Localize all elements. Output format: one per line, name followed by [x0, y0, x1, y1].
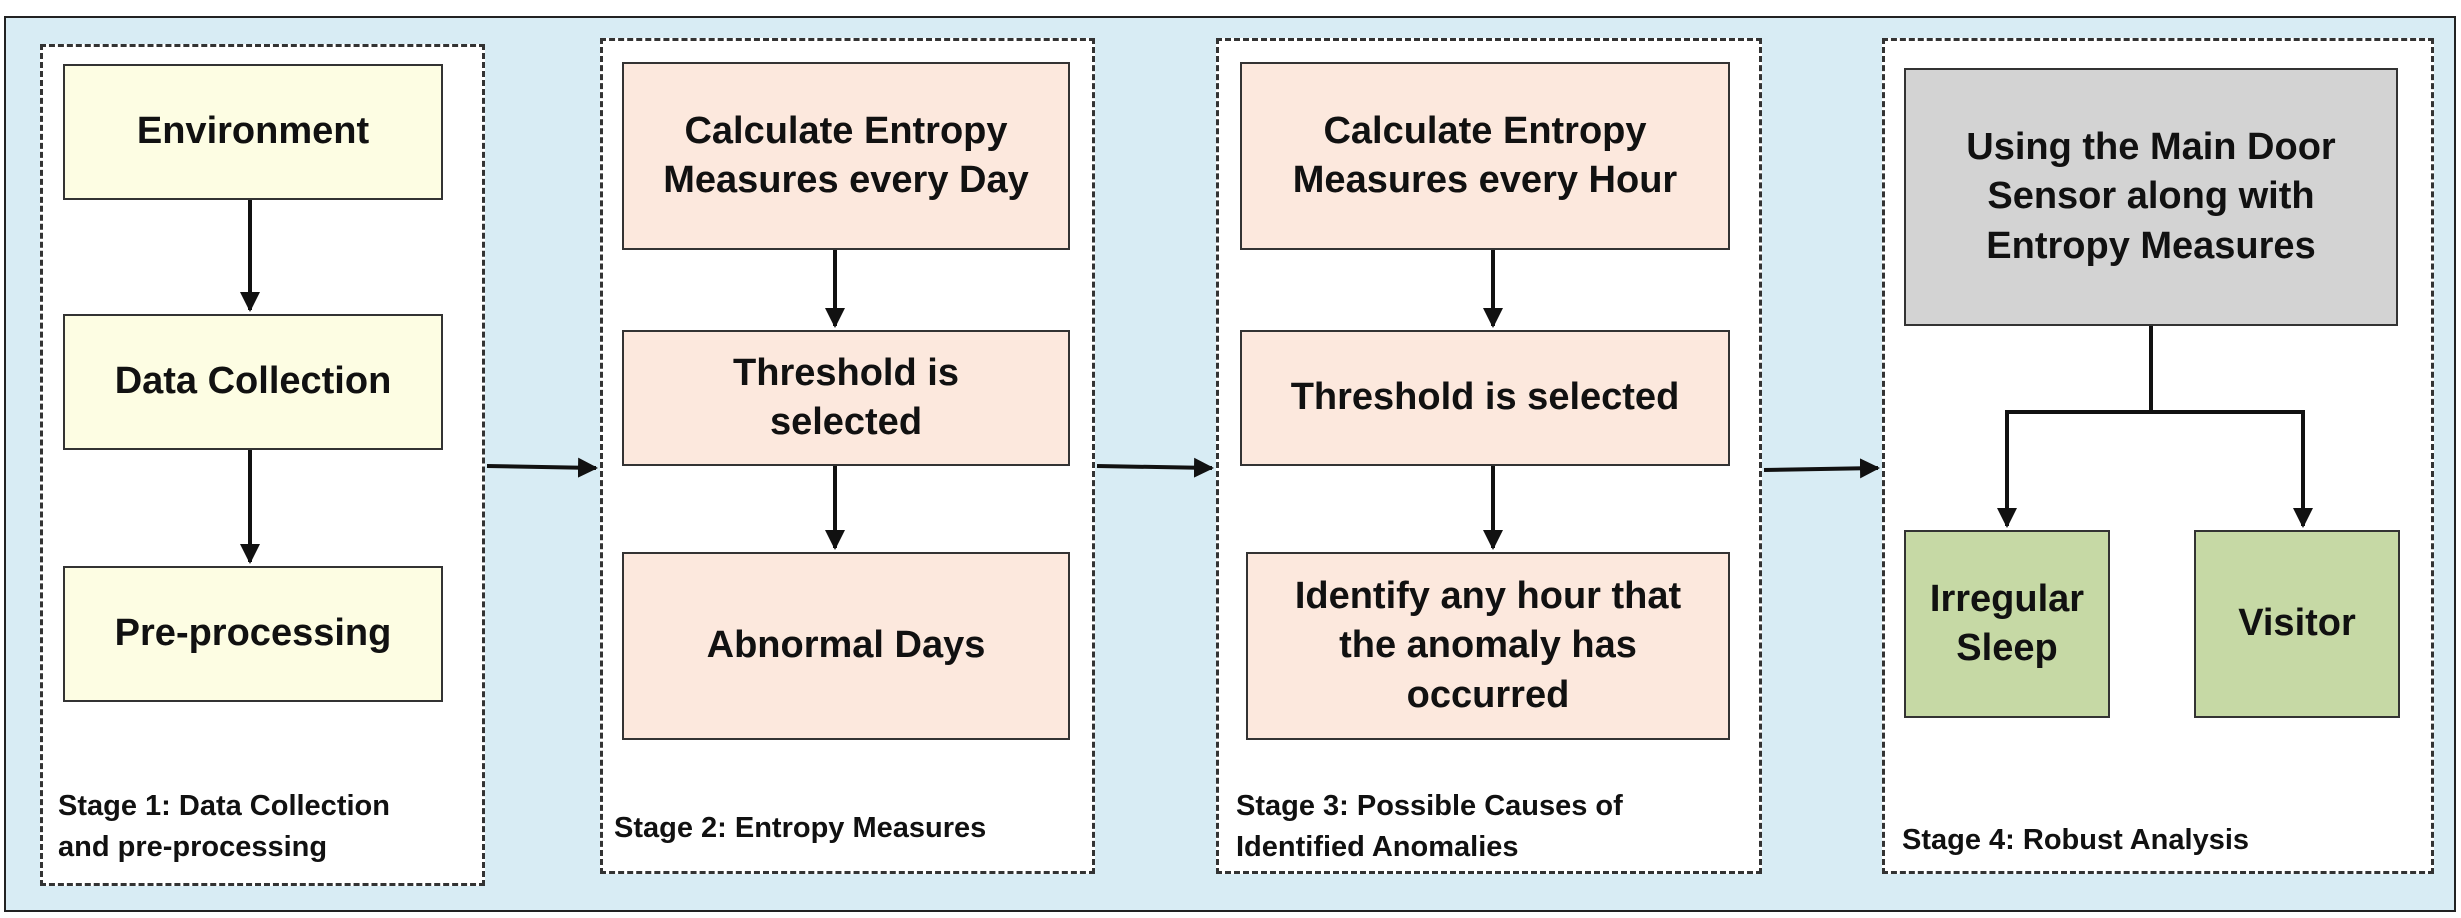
pre-processing-label: Pre-processing	[114, 612, 392, 655]
irregular-sleep-label: Irregular Sleep	[1929, 577, 2085, 669]
stage-2-caption: Stage 2: Entropy Measures	[614, 812, 987, 844]
threshold-label-stage-2: Threshold is selected	[733, 351, 959, 443]
stage-4-caption: Stage 4: Robust Analysis	[1902, 824, 2250, 856]
stage-1-caption: Stage 1: Data Collection and pre-processing	[58, 790, 390, 863]
stage-3-caption: Stage 3: Possible Causes of Identified Anomalies	[1236, 790, 1623, 863]
arrow-stage-2-to-3	[1097, 466, 1212, 468]
identify-hour-label: Identify any hour that the anomaly has occurred	[1294, 574, 1682, 716]
data-collection-label: Data Collection	[114, 360, 392, 403]
main-door-sensor-label: Using the Main Door Sensor along with Entropy Measures	[1966, 125, 2336, 267]
abnormal-days-label: Abnormal Days	[706, 624, 986, 667]
daily-entropy-label: Calculate Entropy Measures every Day	[663, 109, 1029, 201]
hourly-entropy-label: Calculate Entropy Measures every Hour	[1292, 109, 1678, 201]
threshold-label-stage-3: Threshold is selected	[1290, 376, 1680, 419]
environment-label: Environment	[136, 110, 370, 153]
visitor-label: Visitor	[2238, 602, 2356, 645]
arrow-stage-3-to-4	[1764, 468, 1878, 470]
arrow-stage-1-to-2	[487, 466, 596, 468]
